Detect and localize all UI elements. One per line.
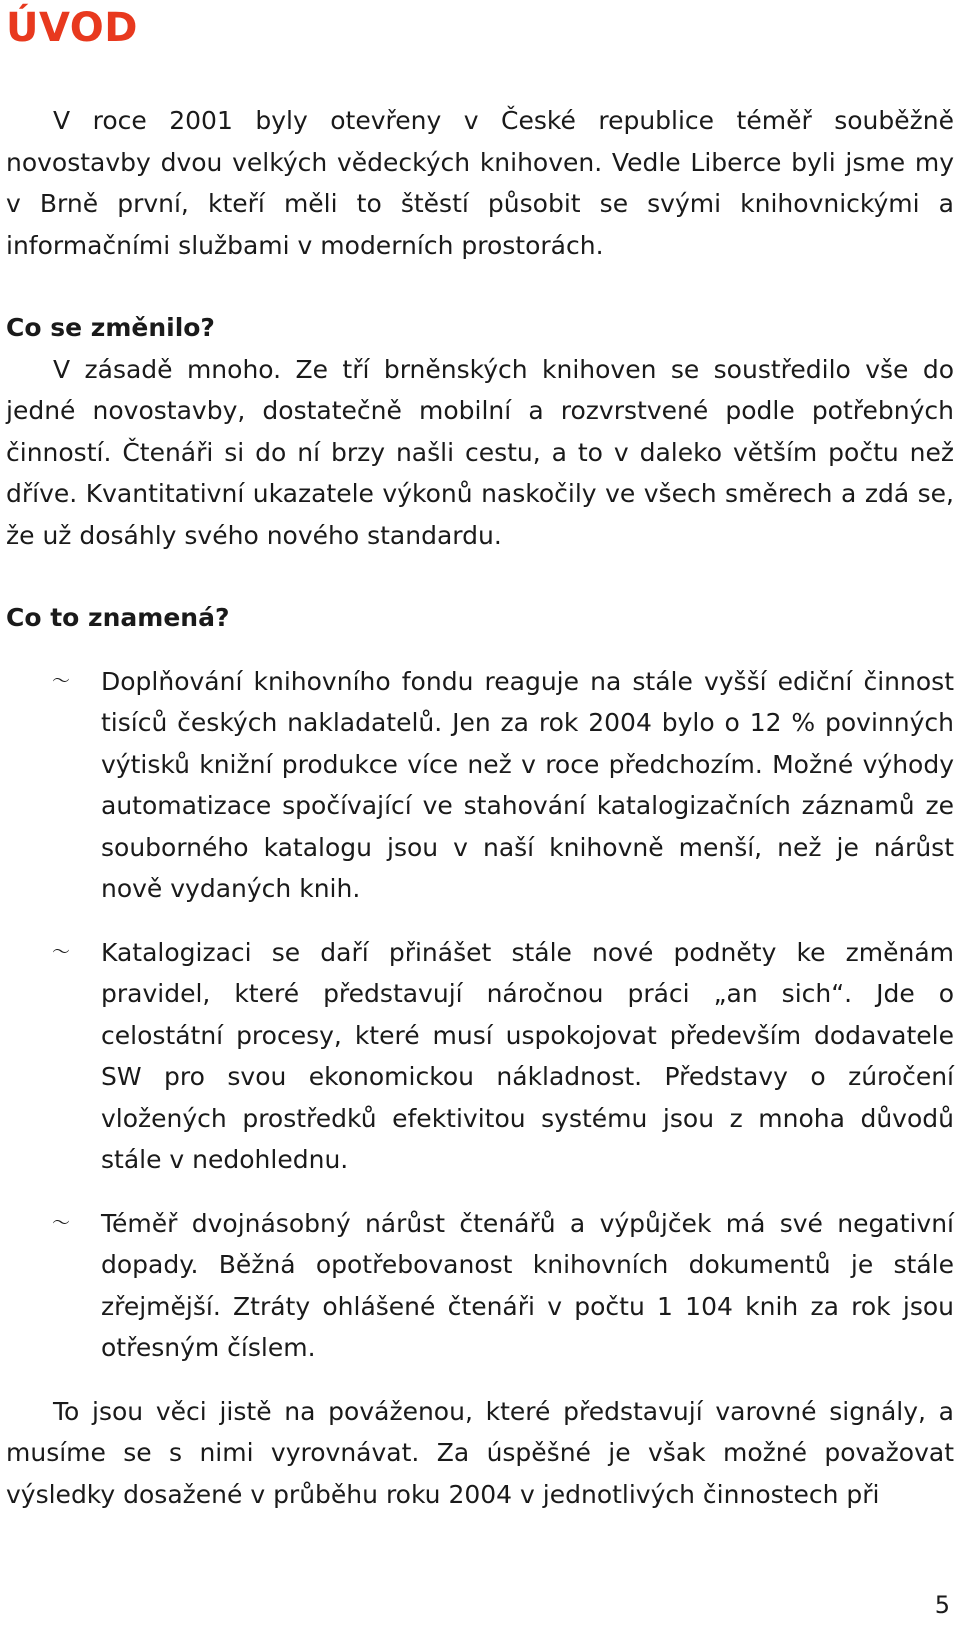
changes-paragraph: V zásadě mnoho. Ze tří brněnských knihoven se soustředilo vše do jedné novostavby, dostatečně mobilní a rozvrstvené podle potřebných činností. Čtenáři si do ní brzy našli cestu, a to v daleko větším počtu než dříve. Kvantitativní ukazatele výkonů naskočily ve všech směrech a zdá se, že už dosáhly svého nového standardu. — [6, 354, 954, 550]
intro-paragraph: V roce 2001 byly otevřeny v České republice téměř souběžně novostavby dvou velkých vědeckých knihoven. Vedle Liberce byli jsme my v Brně první, kteří měli to štěstí působit se svými knihovnickými a informačními službami v moderních prostorách. — [6, 106, 954, 260]
list-item — [6, 661, 954, 910]
section-heading-changes: Co se změnilo? — [6, 313, 215, 342]
tilde-bullet-icon: 〜 — [52, 1212, 70, 1234]
list-item — [6, 1203, 954, 1369]
bullet-text: Doplňování knihovního fondu reaguje na stále vyšší ediční činnost tisíců českých nakladatelů. Jen za rok 2004 bylo o 12 % povinných výtisků knižní produkce více než v roce předchozím. Možné výhody automatizace spočívající ve stahování katalogizačních záznamů ze souborného katalogu jsou v naší knihovně menší, než je nárůst nově vydaných knih. — [101, 666, 954, 903]
list-item — [6, 932, 954, 1181]
page-content — [6, 100, 954, 1515]
page-number: 5 — [934, 1591, 950, 1619]
tilde-bullet-icon: 〜 — [52, 670, 70, 692]
bullet-text: Katalogizaci se daří přinášet stále nové podněty ke změnám pravidel, které představují náročnou práci „an sich“. Jde o celostátní procesy, které musí uspokojovat především dodavatele SW pro svou ekonomickou nákladnost. Představy o zúročení vložených prostředků efektivitou systému jsou z mnoha důvodů stále v nedohlednu. — [101, 937, 954, 1174]
closing-paragraph: To jsou věci jistě na pováženou, které představují varovné signály, a musíme se s nimi vyrovnávat. Za úspěšné je však možné považovat výsledky dosažené v průběhu roku 2004 v jednotlivých činnostech při — [6, 1396, 954, 1509]
page-title: ÚVOD — [6, 5, 138, 51]
section-heading-meaning: Co to znamená? — [6, 603, 230, 632]
tilde-bullet-icon: 〜 — [52, 941, 70, 963]
bullet-text: Téměř dvojnásobný nárůst čtenářů a výpůjček má své negativní dopady. Běžná opotřebovanost knihovních dokumentů je stále zřejmější. Ztráty ohlášené čtenáři v počtu 1 104 knih za rok jsou otřesným číslem. — [101, 1208, 954, 1362]
bullet-list — [6, 661, 954, 1369]
